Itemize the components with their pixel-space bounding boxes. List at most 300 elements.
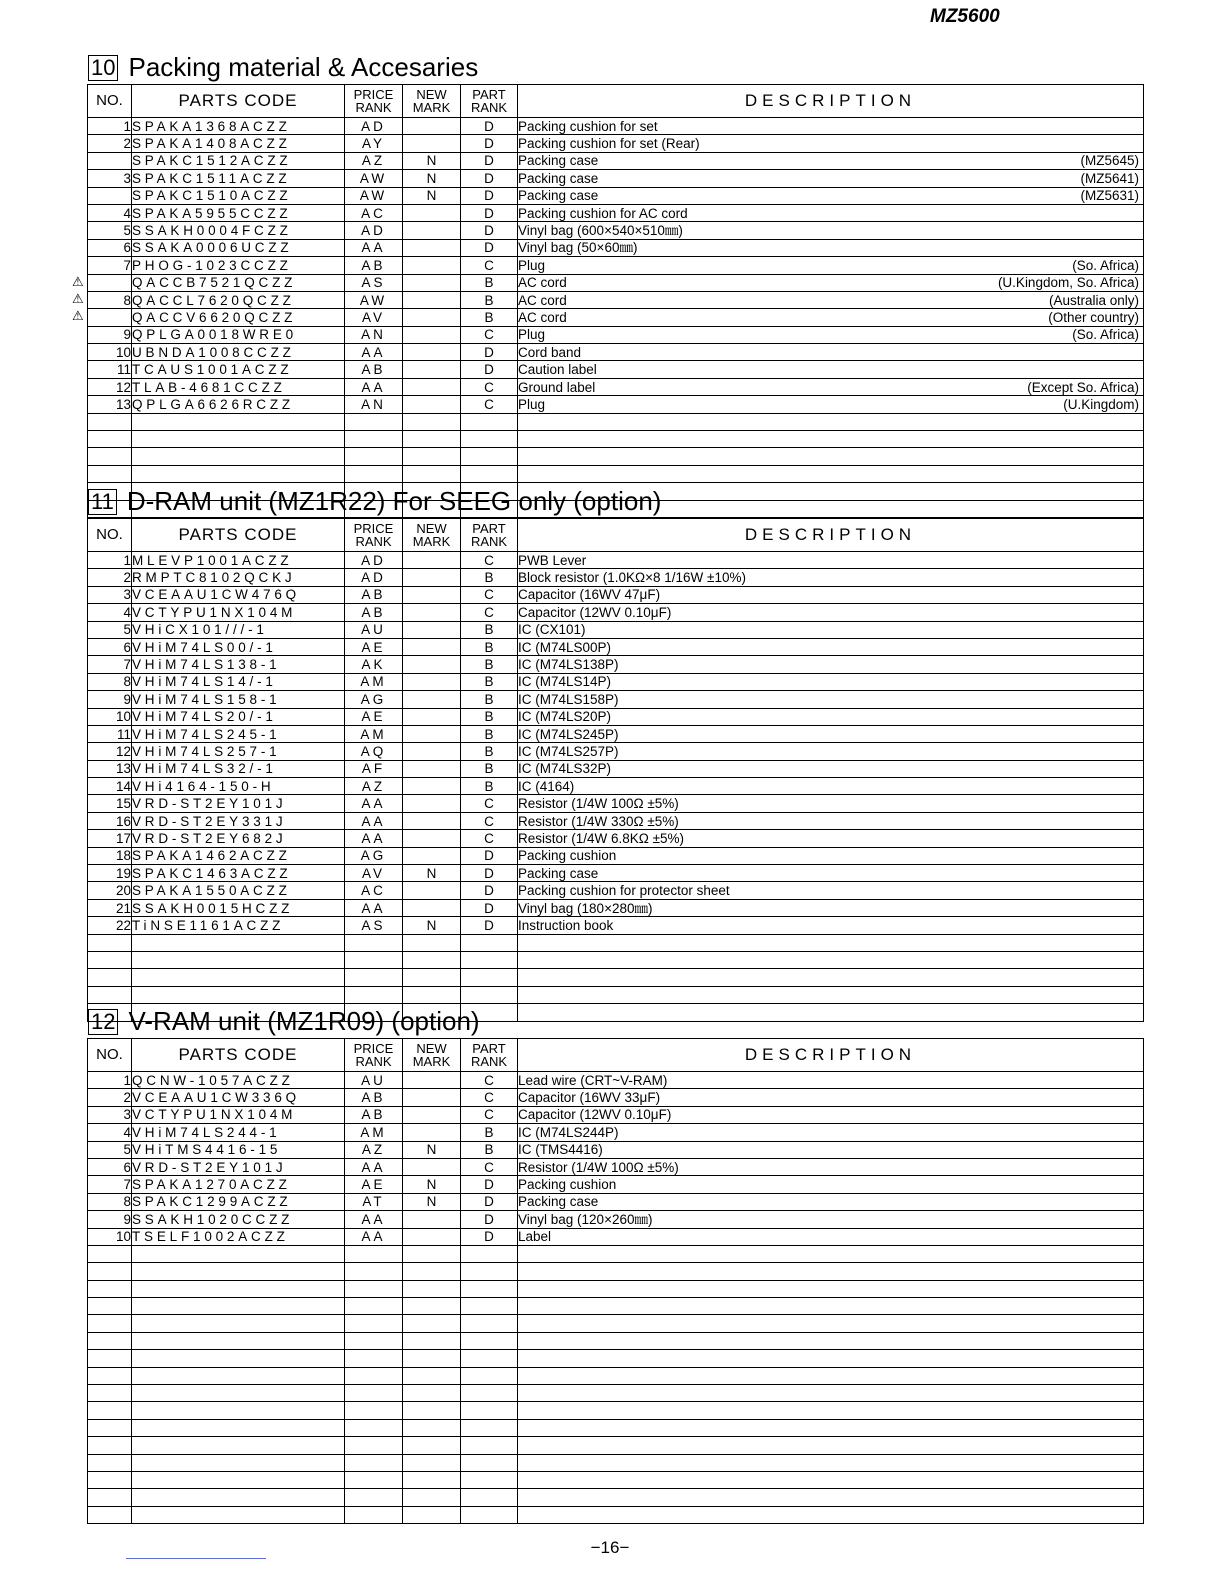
cell-prank: B — [461, 1124, 518, 1141]
cell-prank: D — [461, 239, 518, 256]
description-text: Resistor (1/4W 100Ω ±5%) — [518, 796, 679, 812]
cell-prank: C — [461, 1158, 518, 1175]
cell-new: N — [403, 865, 461, 882]
th-parts-code: PARTS CODE — [132, 519, 345, 552]
description-text: IC (M74LS00P) — [518, 639, 612, 655]
cell-price: AZ — [345, 778, 403, 795]
table-row — [88, 673, 1144, 690]
table-row — [88, 1072, 1144, 1089]
cell-prank: B — [461, 291, 518, 308]
table-row — [88, 170, 1144, 187]
cell-description — [518, 1315, 1144, 1332]
cell-no: 5 — [88, 621, 132, 638]
cell-code — [132, 934, 345, 951]
cell-no: 17 — [88, 830, 132, 847]
parts-table-11 — [87, 518, 1144, 1022]
cell-new — [403, 1245, 461, 1262]
cell-code — [132, 1332, 345, 1349]
table-row — [88, 239, 1144, 256]
cell-description — [518, 1176, 1144, 1193]
cell-code: VHiM74LS14/-1 — [132, 673, 345, 690]
cell-no: 21 — [88, 899, 132, 916]
description-text: Plug — [518, 257, 546, 273]
table-header — [88, 519, 1144, 552]
cell-code — [132, 1385, 345, 1402]
cell-code: SPAKA1550ACZZ — [132, 882, 345, 899]
cell-price — [345, 1506, 403, 1523]
cell-code — [132, 465, 345, 482]
cell-price — [345, 1471, 403, 1488]
cell-no — [88, 1506, 132, 1523]
description-note: (U.Kingdom) — [1063, 396, 1139, 412]
cell-price — [345, 934, 403, 951]
cell-no — [88, 1298, 132, 1315]
cell-prank: B — [461, 743, 518, 760]
cell-new — [403, 1106, 461, 1123]
cell-new — [403, 1124, 461, 1141]
cell-new — [403, 118, 461, 135]
cell-prank: D — [461, 1176, 518, 1193]
cell-new — [403, 621, 461, 638]
cell-price: AC — [345, 882, 403, 899]
description-text: PWB Lever — [518, 552, 587, 568]
cell-no: 18 — [88, 847, 132, 864]
cell-code: QACCB7521QCZZ — [132, 274, 345, 291]
table-row — [88, 743, 1144, 760]
cell-no: 7 — [88, 656, 132, 673]
cell-new — [403, 1072, 461, 1089]
cell-prank: C — [461, 795, 518, 812]
cell-code: SSAKH0004FCZZ — [132, 222, 345, 239]
cell-code: VRD-ST2EY101J — [132, 795, 345, 812]
cell-prank: B — [461, 673, 518, 690]
table-row — [88, 257, 1144, 274]
table-row — [88, 118, 1144, 135]
table-row — [88, 1106, 1144, 1123]
table-row — [88, 291, 1144, 308]
cell-code: SPAKA1368ACZZ — [132, 118, 345, 135]
cell-price — [345, 465, 403, 482]
table-row — [88, 708, 1144, 725]
cell-price: AD — [345, 118, 403, 135]
cell-price: AB — [345, 586, 403, 603]
cell-prank: D — [461, 899, 518, 916]
cell-prank: D — [461, 344, 518, 361]
warning-icon: ⚠ — [72, 274, 84, 289]
cell-code: TiNSE1161ACZZ — [132, 917, 345, 934]
description-text: Capacitor (12WV 0.10μF) — [518, 1107, 672, 1123]
cell-code: VCTYPU1NX104M — [132, 1106, 345, 1123]
cell-description — [518, 361, 1144, 378]
table-row — [88, 638, 1144, 655]
cell-description — [518, 673, 1144, 690]
cell-price — [345, 431, 403, 448]
cell-description — [518, 951, 1144, 968]
cell-code — [132, 1471, 345, 1488]
cell-price — [345, 1454, 403, 1471]
description-note: (Other country) — [1048, 309, 1139, 325]
description-text: Capacitor (16WV 47μF) — [518, 587, 661, 603]
cell-new — [403, 1367, 461, 1384]
cell-description — [518, 1437, 1144, 1454]
empty-row — [88, 1489, 1144, 1506]
description-text: Packing case — [518, 153, 599, 169]
cell-code — [132, 1489, 345, 1506]
cell-new — [403, 465, 461, 482]
cell-new — [403, 1419, 461, 1436]
cell-no: 2 — [88, 569, 132, 586]
cell-prank: C — [461, 396, 518, 413]
table-row — [88, 204, 1144, 221]
empty-row — [88, 1506, 1144, 1523]
cell-prank: B — [461, 656, 518, 673]
cell-new — [403, 1228, 461, 1245]
cell-price: AA — [345, 795, 403, 812]
th-price-rank — [345, 519, 403, 552]
cell-no: 12 — [88, 743, 132, 760]
empty-row — [88, 1367, 1144, 1384]
cell-new — [403, 1263, 461, 1280]
cell-description — [518, 309, 1144, 326]
description-text: Vinyl bag (120×260㎜) — [518, 1211, 653, 1227]
cell-no: 6 — [88, 638, 132, 655]
table-row — [88, 691, 1144, 708]
cell-price — [345, 1489, 403, 1506]
cell-no — [88, 431, 132, 448]
cell-code — [132, 1263, 345, 1280]
cell-description — [518, 743, 1144, 760]
table-row — [88, 795, 1144, 812]
cell-new — [403, 309, 461, 326]
divider — [126, 1558, 266, 1559]
table-row — [88, 1176, 1144, 1193]
th-new-mark — [403, 1039, 461, 1072]
cell-new — [403, 760, 461, 777]
cell-price: AN — [345, 396, 403, 413]
cell-no — [88, 986, 132, 1003]
cell-prank: D — [461, 204, 518, 221]
cell-new — [403, 1385, 461, 1402]
cell-new — [403, 1332, 461, 1349]
cell-no — [88, 413, 132, 430]
table-row — [88, 135, 1144, 152]
cell-no — [88, 152, 132, 169]
cell-no: 4 — [88, 204, 132, 221]
cell-prank: B — [461, 708, 518, 725]
cell-prank: C — [461, 1089, 518, 1106]
cell-price: AV — [345, 309, 403, 326]
description-text: Packing case — [518, 1194, 599, 1210]
cell-prank — [461, 1245, 518, 1262]
cell-description — [518, 586, 1144, 603]
cell-price: AM — [345, 1124, 403, 1141]
cell-new — [403, 1089, 461, 1106]
cell-no — [88, 1489, 132, 1506]
description-text: IC (M74LS158P) — [518, 691, 619, 707]
cell-price: AZ — [345, 152, 403, 169]
cell-no: 2 — [88, 135, 132, 152]
cell-description — [518, 396, 1144, 413]
cell-description — [518, 1158, 1144, 1175]
cell-prank: B — [461, 1141, 518, 1158]
cell-no: 10 — [88, 344, 132, 361]
warning-icon: ⚠ — [72, 291, 84, 306]
cell-new — [403, 1471, 461, 1488]
cell-new — [403, 882, 461, 899]
cell-description — [518, 1263, 1144, 1280]
cell-code: TLAB-4681CCZZ — [132, 378, 345, 395]
th-part-rank-line: RANK — [470, 534, 508, 549]
cell-price: AA — [345, 899, 403, 916]
table-row — [88, 760, 1144, 777]
cell-price — [345, 1332, 403, 1349]
cell-no: 5 — [88, 222, 132, 239]
cell-description — [518, 1454, 1144, 1471]
table-row — [88, 274, 1144, 291]
th-part-rank — [461, 85, 518, 118]
cell-no — [88, 969, 132, 986]
cell-description — [518, 1471, 1144, 1488]
cell-description — [518, 1350, 1144, 1367]
cell-price: AW — [345, 170, 403, 187]
cell-no: 20 — [88, 882, 132, 899]
cell-no — [88, 951, 132, 968]
th-no: NO. — [88, 85, 132, 118]
table-header — [88, 85, 1144, 118]
cell-price: AC — [345, 204, 403, 221]
cell-no: 8 — [88, 1193, 132, 1210]
cell-no: 15 — [88, 795, 132, 812]
description-note: (Except So. Africa) — [1027, 379, 1139, 395]
empty-row — [88, 1350, 1144, 1367]
cell-code: VCTYPU1NX104M — [132, 604, 345, 621]
cell-no: 1 — [88, 1072, 132, 1089]
section-12-heading: V-RAM unit (MZ1R09) (option) — [128, 1006, 480, 1036]
description-note: (MZ5641) — [1080, 170, 1139, 186]
description-text: Cord band — [518, 344, 582, 360]
section-12-title — [88, 1006, 480, 1037]
warning-icon: ⚠ — [72, 308, 84, 323]
cell-new — [403, 291, 461, 308]
cell-code: MLEVP1001ACZZ — [132, 552, 345, 569]
cell-price — [345, 986, 403, 1003]
cell-no: 7 — [88, 1176, 132, 1193]
cell-code — [132, 1298, 345, 1315]
cell-prank — [461, 1402, 518, 1419]
table-row — [88, 604, 1144, 621]
table-row — [88, 1124, 1144, 1141]
cell-prank — [461, 1298, 518, 1315]
cell-price: AN — [345, 326, 403, 343]
empty-row — [88, 1385, 1144, 1402]
cell-prank: D — [461, 152, 518, 169]
empty-row — [88, 431, 1144, 448]
cell-description — [518, 135, 1144, 152]
cell-no: 7 — [88, 257, 132, 274]
cell-price: AU — [345, 621, 403, 638]
cell-price: AS — [345, 274, 403, 291]
cell-prank — [461, 448, 518, 465]
cell-new — [403, 604, 461, 621]
cell-new — [403, 1158, 461, 1175]
cell-prank: B — [461, 274, 518, 291]
cell-description — [518, 1228, 1144, 1245]
cell-description — [518, 865, 1144, 882]
description-text: Packing cushion for set (Rear) — [518, 136, 700, 152]
cell-prank — [461, 1385, 518, 1402]
table-row — [88, 621, 1144, 638]
description-text: AC cord — [518, 275, 567, 291]
cell-price: AG — [345, 691, 403, 708]
cell-price: AA — [345, 344, 403, 361]
th-part-rank — [461, 519, 518, 552]
description-text: IC (M74LS245P) — [518, 726, 619, 742]
cell-new: N — [403, 152, 461, 169]
cell-code — [132, 1506, 345, 1523]
cell-price: AB — [345, 604, 403, 621]
cell-description — [518, 413, 1144, 430]
table-row — [88, 344, 1144, 361]
cell-no: 13 — [88, 760, 132, 777]
cell-new — [403, 812, 461, 829]
cell-price: AK — [345, 656, 403, 673]
table-row — [88, 569, 1144, 586]
empty-row — [88, 1315, 1144, 1332]
cell-code: VHiM74LS20/-1 — [132, 708, 345, 725]
cell-code — [132, 1402, 345, 1419]
cell-code: SSAKA0006UCZZ — [132, 239, 345, 256]
cell-price: AB — [345, 257, 403, 274]
cell-description — [518, 152, 1144, 169]
cell-new: N — [403, 1176, 461, 1193]
cell-prank: B — [461, 309, 518, 326]
cell-code — [132, 413, 345, 430]
cell-description — [518, 986, 1144, 1003]
cell-code — [132, 1437, 345, 1454]
cell-new — [403, 257, 461, 274]
cell-no: 22 — [88, 917, 132, 934]
cell-description — [518, 1332, 1144, 1349]
cell-prank: D — [461, 917, 518, 934]
cell-price: AS — [345, 917, 403, 934]
section-11-title — [88, 486, 661, 517]
cell-prank: D — [461, 847, 518, 864]
cell-code — [132, 969, 345, 986]
description-text: Resistor (1/4W 6.8KΩ ±5%) — [518, 830, 685, 846]
cell-code — [132, 1245, 345, 1262]
cell-no — [88, 1367, 132, 1384]
cell-prank: D — [461, 170, 518, 187]
th-part-rank-line: PART — [472, 1041, 506, 1056]
cell-description — [518, 1193, 1144, 1210]
cell-description — [518, 812, 1144, 829]
cell-new — [403, 830, 461, 847]
cell-no: 8 — [88, 673, 132, 690]
cell-description — [518, 291, 1144, 308]
cell-description — [518, 569, 1144, 586]
cell-description — [518, 1367, 1144, 1384]
table-row — [88, 222, 1144, 239]
description-text: Vinyl bag (600×540×510㎜) — [518, 223, 683, 239]
empty-row — [88, 1437, 1144, 1454]
cell-new — [403, 725, 461, 742]
th-parts-code: PARTS CODE — [132, 1039, 345, 1072]
description-text: Resistor (1/4W 330Ω ±5%) — [518, 813, 679, 829]
th-new-mark-line: NEW — [416, 521, 447, 536]
description-text: AC cord — [518, 309, 567, 325]
cell-price: AA — [345, 1158, 403, 1175]
cell-price: AA — [345, 812, 403, 829]
cell-description — [518, 656, 1144, 673]
description-text: Capacitor (16WV 33μF) — [518, 1090, 661, 1106]
cell-code: QPLGA6626RCZZ — [132, 396, 345, 413]
cell-no — [88, 448, 132, 465]
cell-description — [518, 847, 1144, 864]
cell-new — [403, 1402, 461, 1419]
cell-code — [132, 431, 345, 448]
cell-new — [403, 135, 461, 152]
cell-description — [518, 934, 1144, 951]
cell-new — [403, 969, 461, 986]
cell-prank: D — [461, 1228, 518, 1245]
cell-prank — [461, 934, 518, 951]
cell-new — [403, 795, 461, 812]
empty-row — [88, 1471, 1144, 1488]
cell-price: AW — [345, 291, 403, 308]
table-row — [88, 396, 1144, 413]
cell-price — [345, 969, 403, 986]
cell-description — [518, 1506, 1144, 1523]
table-row — [88, 899, 1144, 916]
cell-price: AW — [345, 187, 403, 204]
cell-prank: C — [461, 830, 518, 847]
cell-new — [403, 344, 461, 361]
cell-no: 9 — [88, 691, 132, 708]
table-row — [88, 812, 1144, 829]
cell-no: 3 — [88, 170, 132, 187]
cell-no: 1 — [88, 118, 132, 135]
th-new-mark — [403, 85, 461, 118]
cell-prank — [461, 1489, 518, 1506]
cell-new — [403, 431, 461, 448]
cell-price — [345, 413, 403, 430]
table-row — [88, 586, 1144, 603]
cell-price: AZ — [345, 1141, 403, 1158]
cell-price — [345, 1298, 403, 1315]
cell-new — [403, 204, 461, 221]
cell-prank: B — [461, 725, 518, 742]
th-price-rank-line: PRICE — [353, 521, 394, 536]
description-text: Caution label — [518, 362, 597, 378]
table-row — [88, 847, 1144, 864]
cell-no: 10 — [88, 1228, 132, 1245]
table-row — [88, 865, 1144, 882]
cell-new — [403, 743, 461, 760]
cell-code: SPAKC1510ACZZ — [132, 187, 345, 204]
cell-description — [518, 830, 1144, 847]
cell-new: N — [403, 1141, 461, 1158]
cell-code: VHiM74LS138-1 — [132, 656, 345, 673]
table-row — [88, 378, 1144, 395]
cell-price: AB — [345, 1089, 403, 1106]
cell-no: 4 — [88, 1124, 132, 1141]
cell-description — [518, 1385, 1144, 1402]
cell-price: AE — [345, 1176, 403, 1193]
page-number: −16− — [590, 1538, 630, 1557]
cell-description — [518, 257, 1144, 274]
description-text: IC (TMS4416) — [518, 1142, 603, 1158]
cell-prank: D — [461, 118, 518, 135]
